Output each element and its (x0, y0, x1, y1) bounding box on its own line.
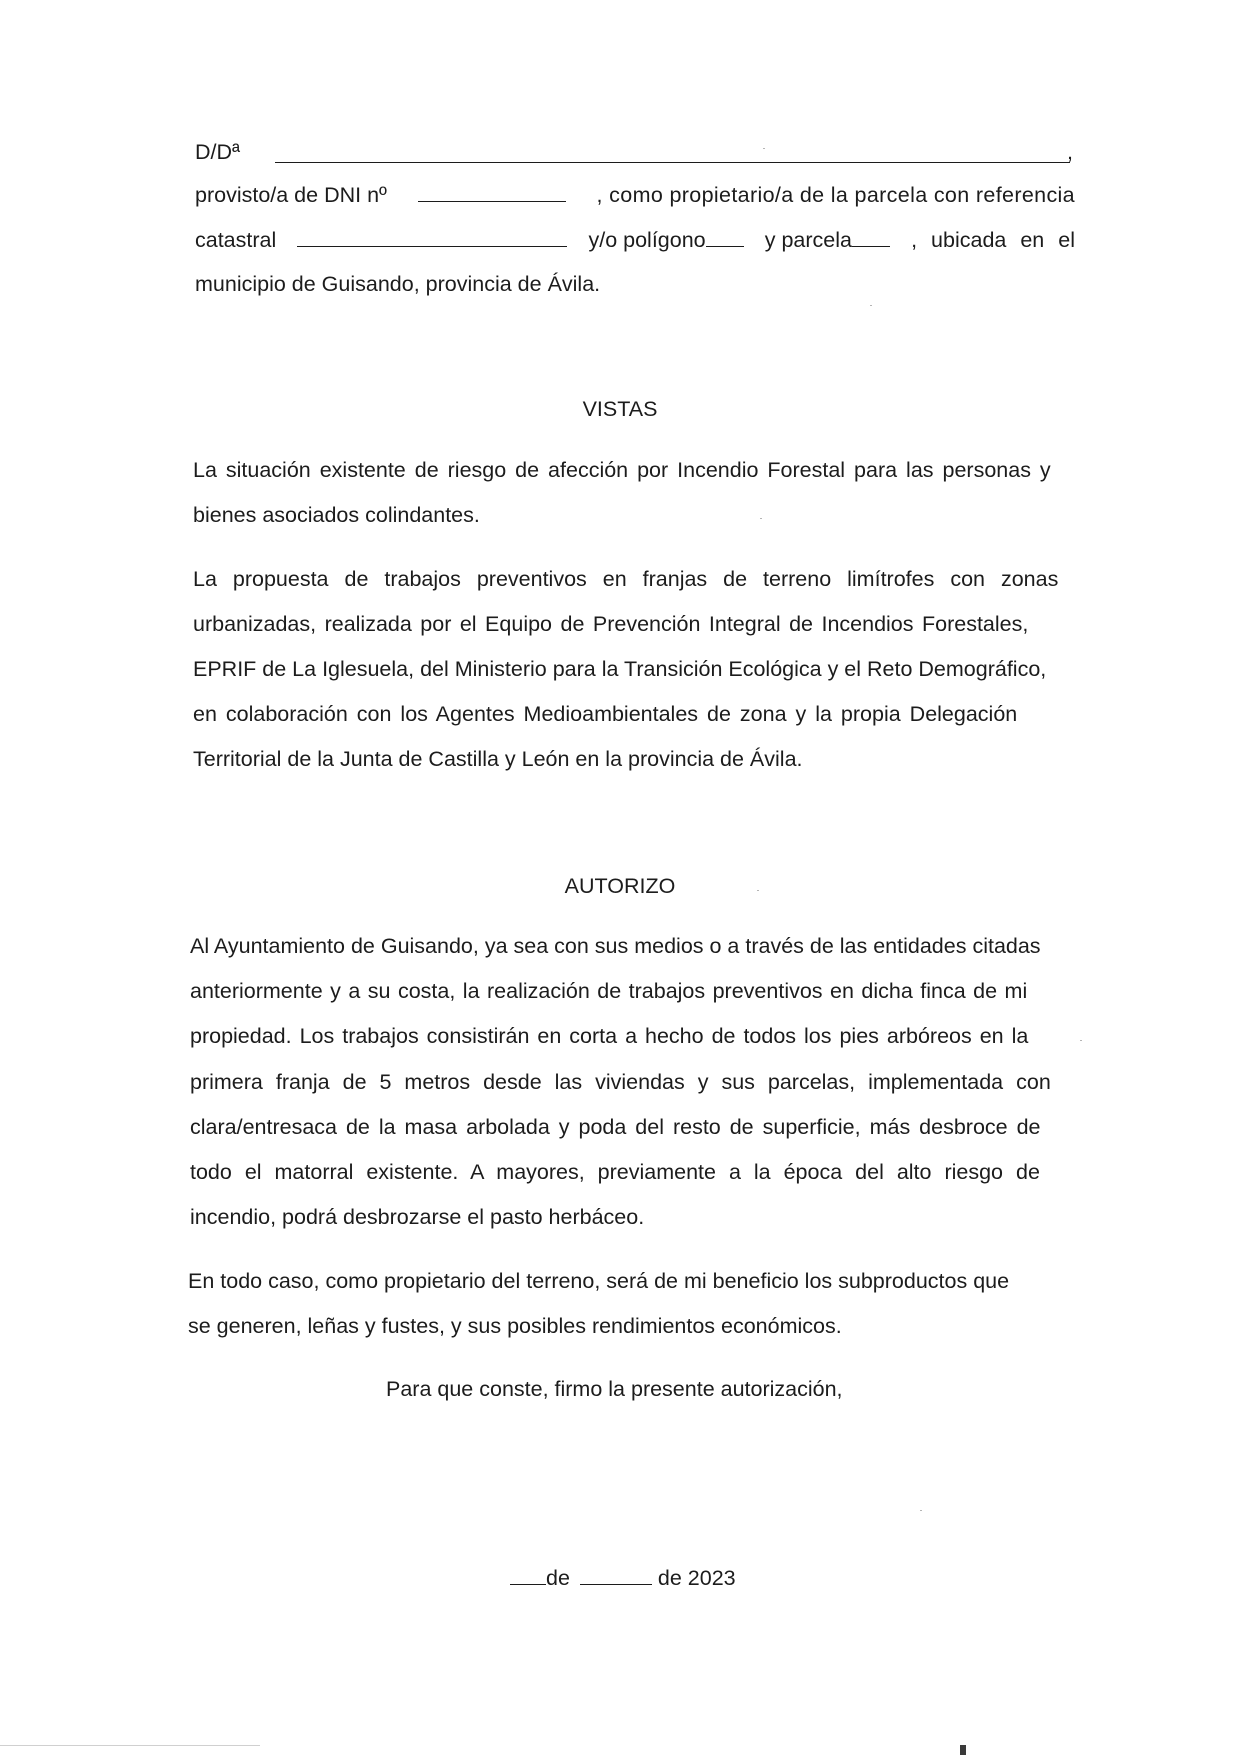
name-line (195, 138, 1075, 166)
vistas-p2-line3: EPRIF de La Iglesuela, del Ministerio para la Transición Ecológica y el Reto Demográfico, (193, 657, 1047, 681)
vistas-p1-line1 (193, 456, 1073, 484)
scan-speck (870, 305, 872, 306)
autorizo-p1-line5: clara/entresaca de la masa arbolada y poda del resto de superficie, más desbroce de (190, 1115, 1041, 1139)
autorizo-p1-line1: Al Ayuntamiento de Guisando, ya sea con sus medios o a través de las entidades citadas (190, 934, 1041, 958)
name-prefix: D/Dª (195, 140, 240, 164)
parcela-label: y parcela (764, 228, 852, 252)
catastral-line (195, 226, 1075, 254)
dni-line (195, 181, 1075, 209)
vistas-p2-line4: en colaboración con los Agentes Medioambientales de zona y la propia Delegación (193, 702, 1018, 726)
date-de-2: de 2023 (657, 1566, 736, 1590)
closing-line: Para que conste, firmo la presente autorización, (386, 1377, 843, 1401)
autorizo-p1-line6: todo el matorral existente. A mayores, previamente a la época del alto riesgo de (190, 1160, 1040, 1184)
municipio-line: municipio de Guisando, provincia de Ávila. (195, 272, 601, 296)
parcela-blank[interactable] (852, 226, 890, 247)
name-suffix: , (1067, 140, 1073, 164)
autorizo-p2-line2: se generen, leñas y fustes, y sus posibles rendimientos económicos. (188, 1314, 842, 1338)
day-blank[interactable] (510, 1564, 546, 1585)
poligono-label: y/o polígono (588, 228, 706, 252)
vistas-p2-line5: Territorial de la Junta de Castilla y León en la provincia de Ávila. (193, 747, 803, 771)
name-blank[interactable] (275, 142, 1070, 163)
dni-blank[interactable] (418, 181, 566, 202)
month-blank[interactable] (580, 1564, 652, 1585)
autorizo-p1-line2: anteriormente y a su costa, la realización de trabajos preventivos en dicha finca de mi (190, 979, 1028, 1003)
dni-suffix: , como propietario/a de la parcela con referencia (596, 183, 1075, 207)
vistas-p1-text1: La situación existente de riesgo de afección por Incendio Forestal para las personas y (193, 458, 1051, 482)
vistas-p1-line2: bienes asociados colindantes. (193, 503, 480, 527)
poligono-blank[interactable] (706, 226, 744, 247)
ubicada-label: , ubicada en el (911, 228, 1075, 252)
scan-mark (960, 1745, 966, 1755)
vistas-p2-line2: urbanizadas, realizada por el Equipo de Prevención Integral de Incendios Forestales, (193, 612, 1029, 636)
scan-speck (760, 518, 762, 519)
scan-speck (920, 1510, 922, 1511)
catastral-label: catastral (195, 228, 277, 252)
date-line (510, 1564, 736, 1592)
autorizo-p1-line7: incendio, podrá desbrozarse el pasto herbáceo. (190, 1205, 645, 1229)
poligono-group (588, 226, 743, 254)
autorizo-heading: AUTORIZO (564, 874, 676, 898)
scan-edge-line (0, 1745, 260, 1746)
scan-speck (763, 148, 765, 149)
dni-prefix: provisto/a de DNI nº (195, 183, 387, 207)
parcela-group (765, 226, 890, 254)
catastral-blank[interactable] (297, 226, 567, 247)
autorizo-p1-line3: propiedad. Los trabajos consistirán en corta a hecho de todos los pies arbóreos en la (190, 1024, 1029, 1048)
scan-speck (757, 890, 759, 891)
vistas-heading: VISTAS (582, 397, 658, 421)
autorizo-p2-line1: En todo caso, como propietario del terreno, será de mi beneficio los subproductos que (188, 1269, 1010, 1293)
vistas-p2-line1: La propuesta de trabajos preventivos en franjas de terreno limítrofes con zonas (193, 567, 1059, 591)
date-de-1: de (546, 1566, 570, 1590)
scan-speck (1080, 1040, 1082, 1041)
autorizo-p1-line4: primera franja de 5 metros desde las viviendas y sus parcelas, implementada con (190, 1070, 1051, 1094)
